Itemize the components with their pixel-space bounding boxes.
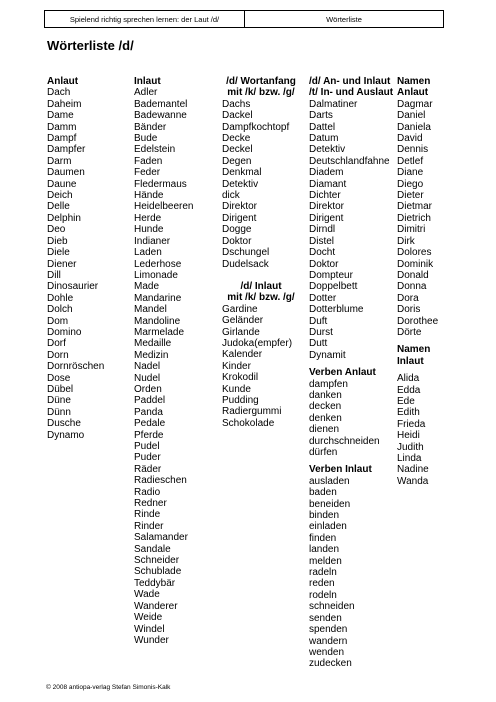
word-item: Docht bbox=[309, 247, 336, 259]
word-item: Dolch bbox=[47, 304, 73, 316]
word-item: Nudel bbox=[134, 372, 161, 384]
section-heading-verben-anlaut: Verben Anlaut bbox=[309, 367, 376, 379]
word-item: dampfen bbox=[309, 378, 348, 390]
word-item: Dimitri bbox=[397, 224, 426, 236]
word-item: Düne bbox=[47, 395, 71, 407]
word-item: Schokolade bbox=[222, 417, 275, 429]
word-list bbox=[309, 476, 393, 670]
word-item: Laden bbox=[134, 247, 162, 259]
section-subheading: Inlaut bbox=[397, 355, 424, 367]
word-item: Dora bbox=[397, 292, 419, 304]
word-item: Dame bbox=[47, 110, 74, 122]
word-item: Faden bbox=[134, 155, 163, 167]
word-item: Kunde bbox=[222, 383, 251, 395]
word-item: Indianer bbox=[134, 235, 171, 247]
word-list bbox=[222, 99, 300, 270]
word-item: Detlef bbox=[397, 155, 424, 167]
word-item: Doktor bbox=[309, 258, 339, 270]
word-item: Darm bbox=[47, 155, 72, 167]
word-item: Degen bbox=[222, 155, 252, 167]
word-item: Daniel bbox=[397, 110, 426, 122]
word-item: Nadel bbox=[134, 361, 161, 373]
word-item: Heidelbeeren bbox=[134, 201, 194, 213]
word-item: Dübel bbox=[47, 383, 74, 395]
word-item: Dotter bbox=[309, 292, 337, 304]
word-item: Diane bbox=[397, 167, 424, 179]
word-item: Donald bbox=[397, 269, 429, 281]
word-item: Dolores bbox=[397, 247, 432, 259]
word-item: Orden bbox=[134, 383, 162, 395]
section-subheading: mit /k/ bzw. /g/ bbox=[227, 292, 295, 304]
column-wortanfang-kg bbox=[222, 76, 300, 429]
word-item: Dorn bbox=[47, 349, 69, 361]
word-item: ausladen bbox=[309, 475, 350, 487]
word-item: spenden bbox=[309, 624, 348, 636]
word-item: Deich bbox=[47, 190, 73, 202]
word-item: Pferde bbox=[134, 429, 164, 441]
word-item: Doppelbett bbox=[309, 281, 358, 293]
column-anlaut bbox=[47, 76, 104, 441]
column-subheading: /t/ In- und Auslaut bbox=[309, 87, 394, 99]
word-item: Distel bbox=[309, 235, 335, 247]
word-item: Dagmar bbox=[397, 98, 433, 110]
word-list bbox=[397, 99, 438, 339]
word-item: Dampfkochtopf bbox=[222, 121, 290, 133]
word-item: Dusche bbox=[47, 418, 81, 430]
word-item: Rinder bbox=[134, 520, 164, 532]
word-item: Adler bbox=[134, 87, 158, 99]
word-item: Dinosaurier bbox=[47, 281, 99, 293]
word-item: Durst bbox=[309, 326, 333, 338]
word-item: finden bbox=[309, 532, 337, 544]
word-item: Edelstein bbox=[134, 144, 176, 156]
word-list bbox=[309, 379, 393, 459]
word-item: schneiden bbox=[309, 601, 355, 613]
word-item: Dill bbox=[47, 269, 61, 281]
word-item: reden bbox=[309, 578, 335, 590]
word-item: Daniela bbox=[397, 121, 431, 133]
word-item: senden bbox=[309, 612, 342, 624]
word-item: Radio bbox=[134, 486, 161, 498]
word-item: Schneider bbox=[134, 555, 180, 567]
header-box bbox=[44, 10, 444, 28]
word-item: Limonade bbox=[134, 269, 178, 281]
word-item: Alida bbox=[397, 373, 420, 385]
word-item: landen bbox=[309, 544, 340, 556]
page-title: Wörterliste /d/ bbox=[47, 38, 134, 53]
word-item: Wanderer bbox=[134, 600, 178, 612]
word-item: Doris bbox=[397, 304, 421, 316]
word-list bbox=[47, 87, 104, 441]
word-item: Judith bbox=[397, 441, 424, 453]
word-item: David bbox=[397, 133, 423, 145]
word-item: Mandarine bbox=[134, 292, 182, 304]
word-item: Dohle bbox=[47, 292, 74, 304]
word-item: Dampfer bbox=[47, 144, 86, 156]
word-item: Dirk bbox=[397, 235, 415, 247]
word-item: Girlande bbox=[222, 326, 260, 338]
word-item: Dirndl bbox=[309, 224, 336, 236]
word-item: Dünn bbox=[47, 406, 71, 418]
word-item: Pudding bbox=[222, 394, 259, 406]
word-item: Redner bbox=[134, 498, 167, 510]
word-item: zudecken bbox=[309, 658, 352, 670]
word-item: Decke bbox=[222, 133, 251, 145]
word-item: Dynamo bbox=[47, 429, 85, 441]
section-heading: Namen bbox=[397, 344, 431, 356]
word-item: Wade bbox=[134, 589, 160, 601]
word-list bbox=[397, 373, 438, 487]
column-an-inlaut-t bbox=[309, 76, 393, 670]
word-item: Gardine bbox=[222, 303, 258, 315]
word-item: Dennis bbox=[397, 144, 429, 156]
word-item: Räder bbox=[134, 463, 162, 475]
word-item: Sandale bbox=[134, 543, 171, 555]
column-subheading: Anlaut bbox=[397, 87, 429, 99]
header-subject: Spielend richtig sprechen lernen: der Laut /d/ bbox=[45, 11, 245, 27]
word-item: Bude bbox=[134, 133, 158, 145]
word-item: Detektiv bbox=[309, 144, 346, 156]
word-item: Dach bbox=[47, 87, 71, 99]
word-item: Dornröschen bbox=[47, 361, 105, 373]
word-item: Edda bbox=[397, 384, 421, 396]
word-item: Dutt bbox=[309, 338, 328, 350]
word-item: Dose bbox=[47, 372, 71, 384]
word-item: Dirigent bbox=[222, 212, 257, 224]
word-item: Diener bbox=[47, 258, 77, 270]
word-item: Nadine bbox=[397, 464, 429, 476]
word-item: Dotterblume bbox=[309, 304, 364, 316]
column-inlaut bbox=[134, 76, 194, 646]
word-item: Judoka(empfer) bbox=[222, 337, 293, 349]
word-item: Dietmar bbox=[397, 201, 433, 213]
word-item: Marmelade bbox=[134, 326, 185, 338]
word-item: Radieschen bbox=[134, 475, 187, 487]
word-item: Delphin bbox=[47, 212, 81, 224]
word-item: einladen bbox=[309, 521, 347, 533]
word-item: denken bbox=[309, 412, 342, 424]
word-item: Dirigent bbox=[309, 212, 344, 224]
word-item: Dörte bbox=[397, 326, 422, 338]
word-item: Badewanne bbox=[134, 110, 187, 122]
word-item: danken bbox=[309, 389, 342, 401]
word-item: Pedale bbox=[134, 418, 166, 430]
word-item: Datum bbox=[309, 133, 339, 145]
word-list bbox=[309, 99, 393, 361]
word-item: Weide bbox=[134, 612, 163, 624]
word-item: Frieda bbox=[397, 418, 426, 430]
word-item: Kalender bbox=[222, 349, 263, 361]
word-item: Dynamit bbox=[309, 349, 346, 361]
word-item: Wanda bbox=[397, 475, 429, 487]
word-item: Diadem bbox=[309, 167, 344, 179]
word-item: Dalmatiner bbox=[309, 98, 358, 110]
word-item: Dampf bbox=[47, 133, 77, 145]
column-heading: /d/ An- und Inlaut bbox=[309, 76, 391, 87]
word-item: Delle bbox=[47, 201, 70, 213]
word-item: dienen bbox=[309, 424, 340, 436]
word-item: Diego bbox=[397, 178, 424, 190]
word-item: Feder bbox=[134, 167, 161, 179]
word-item: Dom bbox=[47, 315, 69, 327]
word-item: Schublade bbox=[134, 566, 182, 578]
column-heading: Inlaut bbox=[134, 76, 161, 87]
word-item: radeln bbox=[309, 567, 337, 579]
word-list bbox=[222, 304, 300, 429]
word-item: Bademantel bbox=[134, 98, 188, 110]
word-item: Direktor bbox=[309, 201, 345, 213]
word-item: Dominik bbox=[397, 258, 434, 270]
word-item: dick bbox=[222, 190, 240, 202]
word-item: Domino bbox=[47, 326, 82, 338]
word-item: Edith bbox=[397, 407, 420, 419]
column-heading: Anlaut bbox=[47, 76, 79, 87]
word-item: Ede bbox=[397, 395, 415, 407]
word-item: wenden bbox=[309, 646, 345, 658]
column-subheading: mit /k/ bzw. /g/ bbox=[227, 87, 295, 99]
word-item: Pudel bbox=[134, 441, 160, 452]
word-item: Mandel bbox=[134, 304, 167, 316]
word-item: Detektiv bbox=[222, 178, 259, 190]
column-namen bbox=[397, 76, 438, 487]
column-heading: /d/ Wortanfang bbox=[226, 76, 296, 87]
word-item: Wunder bbox=[134, 634, 169, 646]
word-item: Dietrich bbox=[397, 212, 431, 224]
word-item: Deutschlandfahne bbox=[309, 155, 390, 167]
word-item: Hunde bbox=[134, 224, 164, 236]
word-item: Damm bbox=[47, 121, 77, 133]
word-item: durchschneiden bbox=[309, 435, 380, 447]
word-item: Dorothee bbox=[397, 315, 439, 327]
word-item: decken bbox=[309, 401, 342, 413]
word-item: Fledermaus bbox=[134, 178, 187, 190]
word-item: Duft bbox=[309, 315, 328, 327]
word-item: Deo bbox=[47, 224, 66, 236]
word-item: wandern bbox=[309, 635, 348, 647]
word-item: Medizin bbox=[134, 349, 169, 361]
word-item: Dattel bbox=[309, 121, 336, 133]
word-item: Paddel bbox=[134, 395, 166, 407]
word-item: Dieb bbox=[47, 235, 68, 247]
word-item: Dogge bbox=[222, 224, 252, 236]
word-item: Daumen bbox=[47, 167, 85, 179]
word-item: Donna bbox=[397, 281, 427, 293]
word-item: Krokodil bbox=[222, 372, 259, 384]
section-heading: /d/ Inlaut bbox=[240, 280, 282, 292]
word-item: Dorf bbox=[47, 338, 66, 350]
word-item: Medaille bbox=[134, 338, 172, 350]
word-item: Heidi bbox=[397, 430, 420, 442]
section-heading-verben-inlaut: Verben Inlaut bbox=[309, 464, 372, 476]
word-item: Diele bbox=[47, 247, 70, 259]
word-item: Lederhose bbox=[134, 258, 182, 270]
word-item: Denkmal bbox=[222, 167, 262, 179]
word-item: Hände bbox=[134, 190, 164, 202]
word-item: Direktor bbox=[222, 201, 258, 213]
word-item: Dichter bbox=[309, 190, 341, 202]
word-item: Darts bbox=[309, 110, 333, 122]
word-item: Dudelsack bbox=[222, 258, 269, 270]
word-item: Windel bbox=[134, 623, 165, 635]
word-item: Teddybär bbox=[134, 577, 176, 589]
word-item: binden bbox=[309, 510, 340, 522]
word-item: Linda bbox=[397, 453, 422, 464]
word-item: Mandoline bbox=[134, 315, 181, 327]
word-item: Puder bbox=[134, 452, 161, 464]
word-list bbox=[134, 87, 194, 646]
word-item: Dompteur bbox=[309, 269, 353, 281]
word-item: Rinde bbox=[134, 509, 161, 521]
word-item: Dachs bbox=[222, 98, 251, 110]
word-item: Daune bbox=[47, 178, 77, 190]
word-item: Geländer bbox=[222, 315, 264, 327]
word-item: Herde bbox=[134, 212, 162, 224]
word-item: beneiden bbox=[309, 498, 351, 510]
word-item: Deckel bbox=[222, 144, 253, 156]
column-heading: Namen bbox=[397, 76, 431, 87]
word-item: Bänder bbox=[134, 121, 167, 133]
footer-copyright: © 2008 antiopa-verlag Stefan Simonis-Kalk bbox=[46, 684, 171, 691]
word-item: Made bbox=[134, 281, 160, 293]
word-item: melden bbox=[309, 555, 342, 567]
word-item: baden bbox=[309, 487, 337, 499]
word-item: Dschungel bbox=[222, 247, 270, 259]
word-item: dürfen bbox=[309, 447, 338, 458]
word-item: Radiergummi bbox=[222, 406, 282, 418]
word-item: Doktor bbox=[222, 235, 252, 247]
word-item: Daheim bbox=[47, 98, 82, 110]
word-item: rodeln bbox=[309, 589, 337, 601]
word-item: Panda bbox=[134, 406, 163, 418]
word-item: Diamant bbox=[309, 178, 347, 190]
word-item: Dackel bbox=[222, 110, 253, 122]
word-item: Kinder bbox=[222, 360, 251, 372]
header-doc-type: Wörterliste bbox=[326, 14, 362, 24]
word-item: Salamander bbox=[134, 532, 188, 544]
word-item: Dieter bbox=[397, 190, 424, 202]
